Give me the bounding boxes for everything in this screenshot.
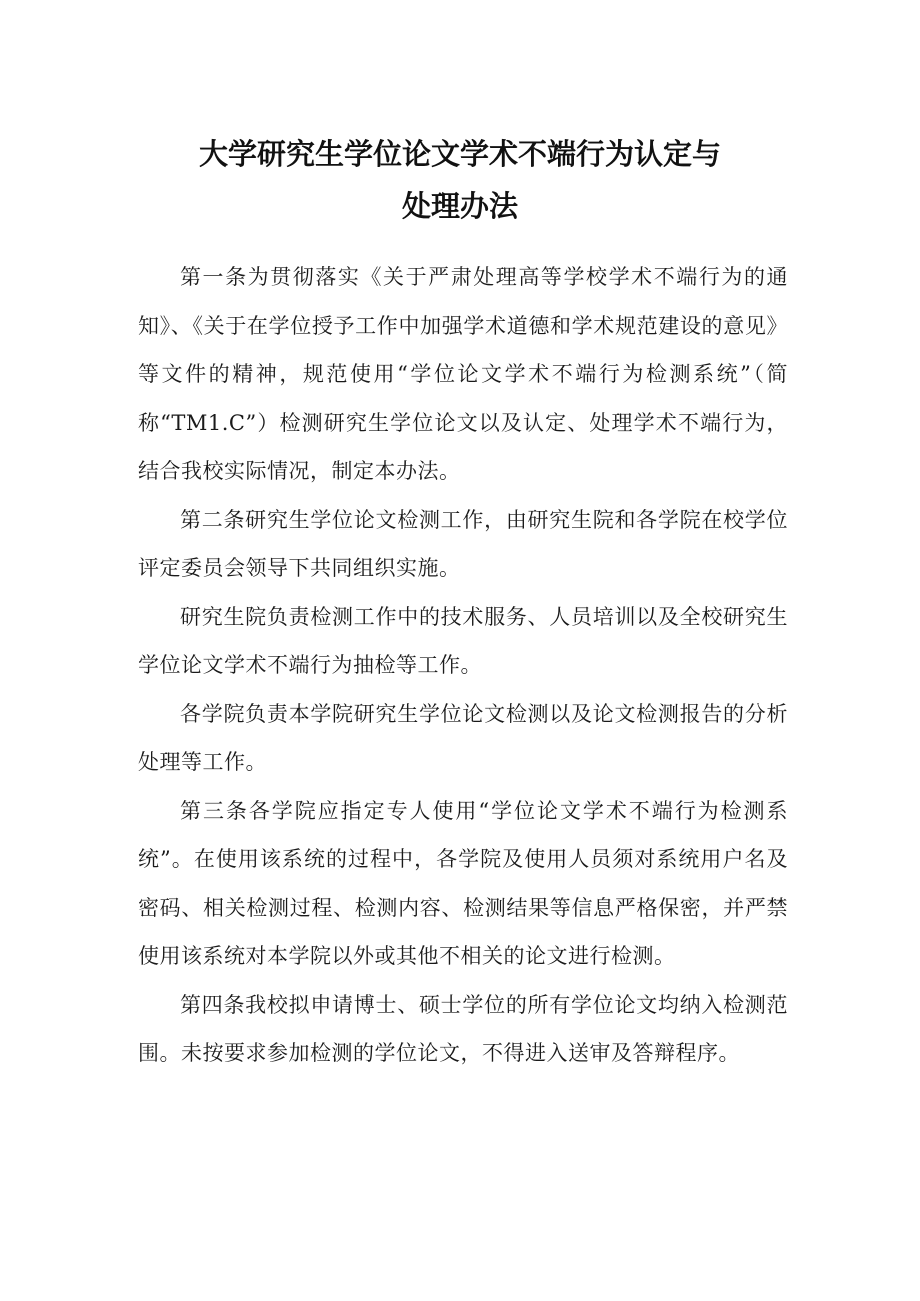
title-line-1: 大学研究生学位论文学术不端行为认定与 <box>198 137 721 171</box>
paragraph-college-duties: 各学院负责本学院研究生学位论文检测以及论文检测报告的分析处理等工作。 <box>138 701 788 774</box>
title-line-2: 处理办法 <box>401 189 518 223</box>
paragraph-graduate-school-duties: 研究生院负责检测工作中的技术服务、人员培训以及全校研究生学位论文学术不端行为抽检等工作。 <box>138 604 788 677</box>
paragraph-article-4: 第四条我校拟申请博士、硕士学位的所有学位论文均纳入检测范围。未按要求参加检测的学位论文，不得进入送审及答辩程序。 <box>138 992 788 1065</box>
paragraph-article-3: 第三条各学院应指定专人使用“学位论文学术不端行为检测系统”。在使用该系统的过程中，各学院及使用人员须对系统用户名及密码、相关检测过程、检测内容、检测结果等信息严格保密，并严禁使用该系统对本学院以外或其他不相关的论文进行检测。 <box>138 798 788 968</box>
document-title <box>140 128 780 232</box>
document-body <box>138 253 788 1078</box>
paragraph-article-1: 第一条为贯彻落实《关于严肃处理高等学校学术不端行为的通知》、《关于在学位授予工作中加强学术道德和学术规范建设的意见》等文件的精神，规范使用“学位论文学术不端行为检测系统”（简称“TM1.C”）检测研究生学位论文以及认定、处理学术不端行为，结合我校实际情况，制定本办法。 <box>138 265 788 483</box>
paragraph-article-2: 第二条研究生学位论文检测工作，由研究生院和各学院在校学位评定委员会领导下共同组织实施。 <box>138 507 788 580</box>
